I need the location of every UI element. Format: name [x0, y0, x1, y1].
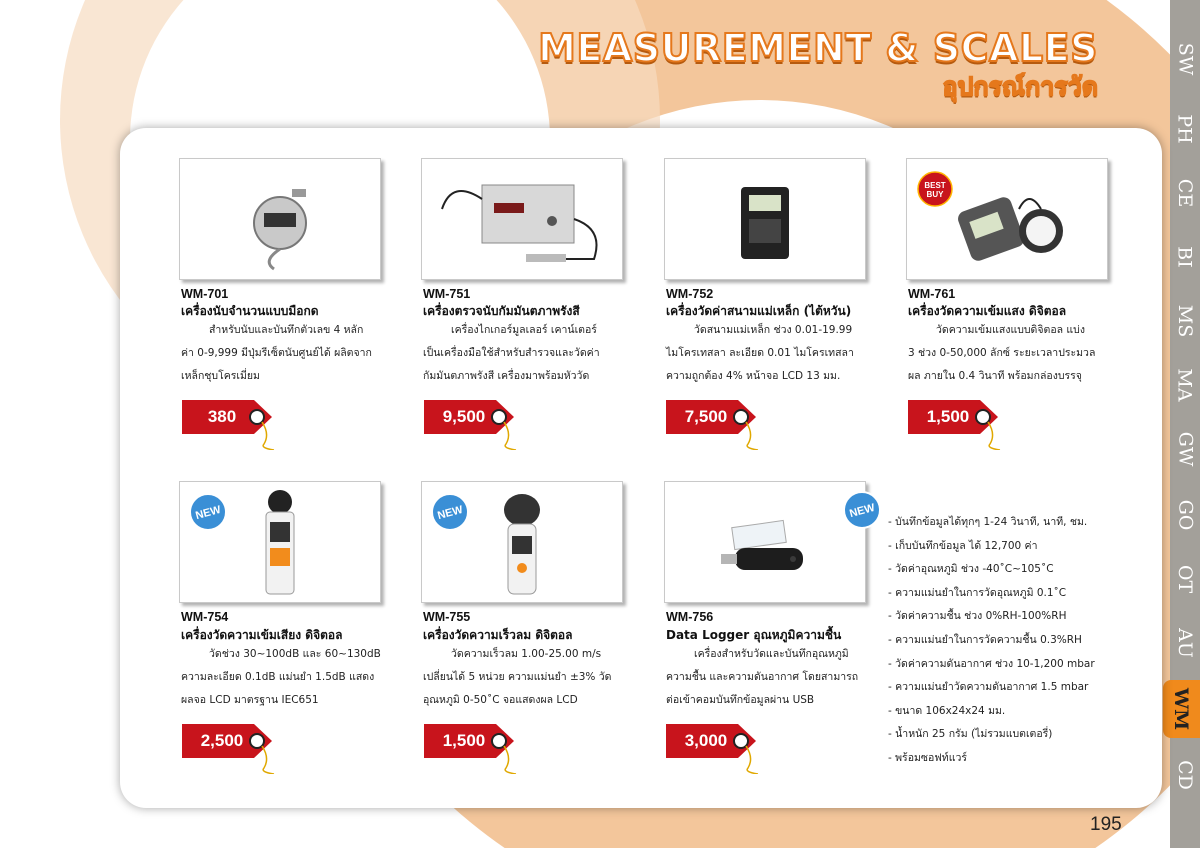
product-description: สำหรับนับและบันทึกตัวเลข 4 หลัก ค่า 0-9,999 มีปุ่มรีเซ็ตนับศูนย์ได้ ผลิตจาก เหล็กชุบโครเมี่ยม [181, 324, 372, 382]
new-badge [188, 492, 228, 536]
spec-item: - ความแม่นยำวัดความดันอากาศ 1.5 mbar [888, 681, 1089, 694]
price-tag [908, 400, 1008, 434]
price-value: 1,500 [442, 731, 486, 750]
product-name: Data Logger อุณหภูมิความชื้น [666, 628, 842, 642]
new-badge [842, 490, 882, 534]
spec-item: - วัดค่าอุณหภูมิ ช่วง -40˚C~105˚C [888, 563, 1054, 576]
price-value: 9,500 [442, 407, 486, 426]
price-tag [424, 400, 524, 434]
spec-item: - วัดค่าความชื้น ช่วง 0%RH-100%RH [888, 610, 1067, 623]
svg-text:NEW: NEW [436, 503, 465, 523]
title-thai: อุปกรณ์การวัด [942, 72, 1098, 101]
product-description: เครื่องไกเกอร์มูลเลอร์ เคาน์เตอร์ เป็นเครื่องมือใช้สำหรับสำรวจและวัดค่า กัมมันตภาพรังสี เครื่องมาพร้อมหัววัด [423, 324, 600, 382]
spec-item: - วัดค่าความดันอากาศ ช่วง 10-1,200 mbar [888, 657, 1095, 670]
spec-item: - เก็บบันทึกข้อมูล ได้ 12,700 ค่า [888, 539, 1038, 552]
price-tag [666, 724, 766, 758]
product-description: วัดช่วง 30~100dB และ 60~130dB ความละเอียด 0.1dB แม่นยำ 1.5dB แสดง ผลจอ LCD มาตรฐาน IEC651 [181, 648, 381, 706]
product-image-frame [664, 158, 866, 280]
magnetic-meter-image [665, 159, 865, 279]
spec-item: - ความแม่นยำในการวัดความชื้น 0.3%RH [888, 633, 1082, 646]
spec-item: - พร้อมซอฟท์แวร์ [888, 751, 968, 764]
product-code: WM-755 [423, 610, 471, 624]
price-tag [182, 400, 282, 434]
svg-text:BEST: BEST [924, 181, 946, 190]
product-name: เครื่องตรวจนับกัมมันตภาพรังสี [423, 304, 580, 318]
product-code: WM-752 [666, 287, 714, 301]
tab-gw[interactable]: GW [1174, 431, 1196, 467]
spec-list [888, 511, 1095, 771]
page-title [538, 26, 1098, 102]
product-description: วัดความเร็วลม 1.00-25.00 m/s เปลี่ยนได้ 5 หน่วย ความแม่นยำ ±3% วัด อุณหภูมิ 0-50˚C จอแสดงผล LCD [423, 648, 612, 706]
price-value: 2,500 [200, 731, 244, 750]
spec-item: - บันทึกข้อมูลได้ทุกๆ 1-24 วินาที, นาที, ชม. [888, 516, 1088, 528]
spec-item: - น้ำหนัก 25 กรัม (ไม่รวมแบตเตอรี่) [888, 728, 1053, 741]
tab-ph[interactable]: PH [1173, 114, 1196, 144]
spec-item: - ความแม่นยำในการวัดอุณหภูมิ 0.1˚C [888, 586, 1067, 599]
product-description: วัดสนามแม่เหล็ก ช่วง 0.01-19.99 ไมโครเทสลา ละเอียด 0.01 ไมโครเทสลา ความถูกต้อง 4% หน้าจอ LCD 13 มม. [666, 324, 854, 382]
tab-wm[interactable]: WM [1163, 680, 1200, 738]
price-tag [424, 724, 524, 758]
tab-ma[interactable]: MA [1174, 368, 1196, 402]
product-code: WM-754 [181, 610, 229, 624]
tab-ce[interactable]: CE [1173, 178, 1196, 208]
tab-au[interactable]: AU [1173, 628, 1196, 658]
product-name: เครื่องวัดค่าสนามแม่เหล็ก (ไต้หวัน) [666, 304, 852, 318]
tab-cd[interactable]: CD [1174, 760, 1196, 790]
title-english: MEASUREMENT & SCALES [538, 26, 1098, 70]
svg-text:NEW: NEW [194, 503, 223, 523]
tab-bi[interactable]: BI [1174, 246, 1196, 268]
price-value: 1,500 [926, 407, 970, 426]
tab-ms[interactable]: MS [1174, 304, 1197, 338]
price-value: 3,000 [684, 731, 728, 750]
svg-text:NEW: NEW [848, 501, 877, 521]
best-buy-badge [916, 170, 954, 212]
product-image-frame [664, 481, 866, 603]
page-number: 195 [1090, 814, 1122, 835]
product-code: WM-761 [908, 287, 956, 301]
product-name: เครื่องวัดความเข้มเสียง ดิจิตอล [181, 628, 343, 642]
spec-item: - ขนาด 106x24x24 มม. [888, 704, 1006, 717]
svg-text:BUY: BUY [926, 190, 944, 199]
data-logger-image [665, 482, 865, 602]
product-name: เครื่องวัดความเข้มแสง ดิจิตอล [908, 304, 1067, 318]
product-description: เครื่องสำหรับวัดและบันทึกอุณหภูมิ ความชื้น และความดันอากาศ โดยสามารถ ต่อเข้าคอมบันทึกข้อมูลผ่าน USB [666, 648, 859, 706]
tally-counter-image [180, 159, 380, 279]
product-image-frame [421, 158, 623, 280]
price-tag [666, 400, 766, 434]
price-value: 7,500 [684, 407, 728, 426]
product-image-frame [179, 158, 381, 280]
tab-ot[interactable]: OT [1174, 564, 1196, 594]
new-badge [430, 492, 470, 536]
tab-go[interactable]: GO [1174, 499, 1197, 531]
product-name: เครื่องวัดความเร็วลม ดิจิตอล [423, 628, 573, 642]
tab-sw[interactable]: SW [1174, 42, 1197, 76]
product-code: WM-751 [423, 287, 471, 301]
price-tag [182, 724, 282, 758]
product-description: วัดความเข้มแสงแบบดิจิตอล แบ่ง 3 ช่วง 0-50,000 ลักซ์ ระยะเวลาประมวล ผล ภายใน 0.4 วินาที พร้อมกล่องบรรจุ [908, 324, 1096, 382]
product-code: WM-701 [181, 287, 229, 301]
geiger-counter-image [422, 159, 622, 279]
product-name: เครื่องนับจำนวนแบบมือกด [181, 304, 319, 318]
product-code: WM-756 [666, 610, 714, 624]
price-value: 380 [207, 407, 237, 426]
